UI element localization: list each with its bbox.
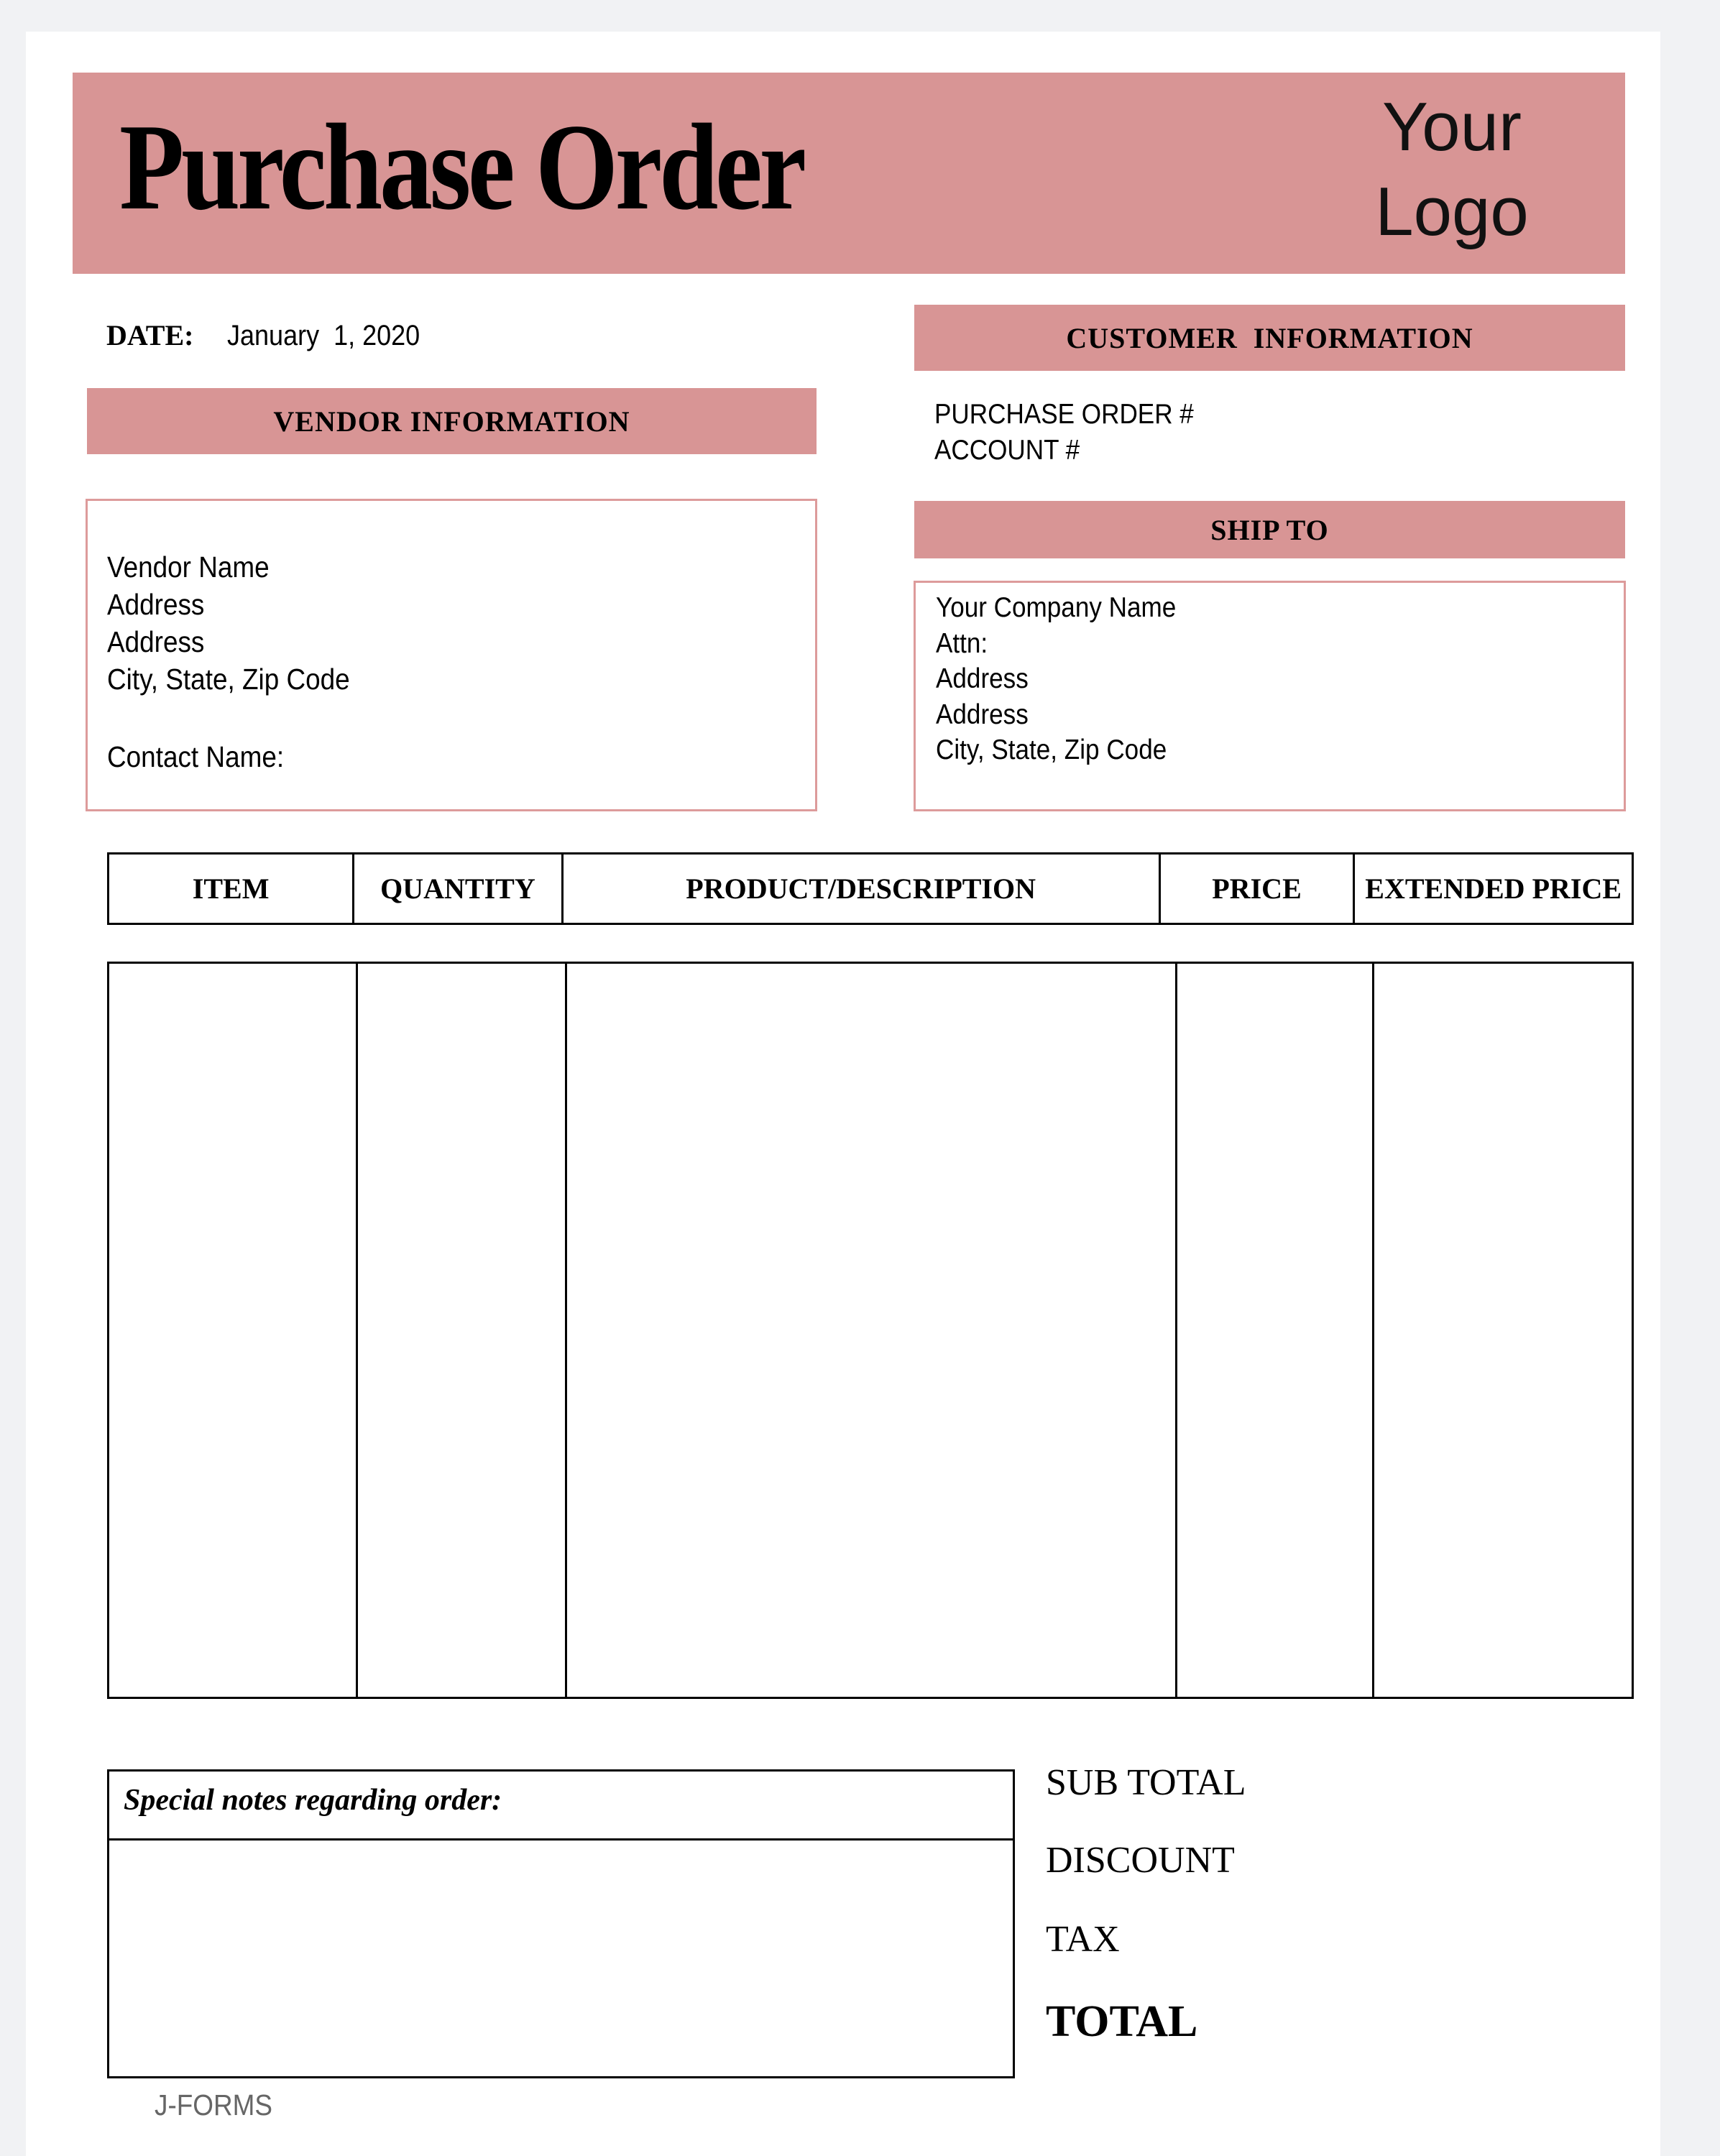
logo-line-1: Your: [1382, 88, 1522, 165]
quantity-column-cell[interactable]: [357, 963, 566, 1698]
account-number-label: ACCOUNT #: [934, 435, 1080, 466]
special-notes-box[interactable]: [107, 1769, 1015, 2078]
vendor-information-heading: [87, 388, 817, 454]
order-table-body: [107, 962, 1634, 1699]
ship-to-line: Address: [936, 663, 1029, 694]
tax-label: TAX: [1046, 1919, 1120, 1960]
discount-label: DISCOUNT: [1046, 1840, 1235, 1881]
total-label: TOTAL: [1046, 1997, 1198, 2046]
extended-price-column-cell[interactable]: [1374, 963, 1633, 1698]
ship-to-heading-text: SHIP TO: [1210, 513, 1329, 546]
ship-to-line: City, State, Zip Code: [936, 734, 1167, 765]
logo-placeholder: [1366, 85, 1538, 254]
column-header-extended-price: EXTENDED PRICE: [1354, 854, 1633, 924]
vendor-address-lines: [107, 548, 350, 698]
customer-information-heading: [914, 305, 1625, 371]
footer-brand: J-FORMS: [155, 2088, 272, 2122]
subtotal-label: SUB TOTAL: [1046, 1762, 1246, 1803]
customer-information-fields: [934, 397, 1194, 469]
special-notes-label: Special notes regarding order:: [109, 1772, 1013, 1841]
ship-to-heading: [914, 501, 1625, 558]
vendor-line: Address: [107, 588, 205, 621]
vendor-heading-text: VENDOR INFORMATION: [273, 405, 630, 438]
vendor-line: Address: [107, 625, 205, 658]
document-title: Purchase Order: [119, 99, 804, 236]
ship-to-line: Attn:: [936, 627, 988, 659]
logo-line-2: Logo: [1375, 173, 1529, 250]
ship-to-line: Address: [936, 699, 1029, 730]
vendor-line: City, State, Zip Code: [107, 663, 350, 696]
customer-heading-text: CUSTOMER INFORMATION: [1066, 321, 1473, 354]
vendor-line: Vendor Name: [107, 550, 270, 584]
item-column-cell[interactable]: [109, 963, 357, 1698]
purchase-order-number-label: PURCHASE ORDER #: [934, 399, 1194, 430]
ship-to-address-lines: [936, 590, 1176, 768]
vendor-contact-name: Contact Name:: [107, 740, 285, 773]
column-header-quantity: QUANTITY: [354, 854, 562, 924]
product-description-column-cell[interactable]: [566, 963, 1177, 1698]
order-table-header: [107, 852, 1634, 925]
date-label: DATE:: [106, 319, 194, 351]
column-header-product-description: PRODUCT/DESCRIPTION: [562, 854, 1159, 924]
ship-to-line: Your Company Name: [936, 592, 1177, 623]
date-value: January 1, 2020: [227, 320, 420, 351]
column-header-item: ITEM: [109, 854, 354, 924]
price-column-cell[interactable]: [1176, 963, 1373, 1698]
column-header-price: PRICE: [1159, 854, 1354, 924]
